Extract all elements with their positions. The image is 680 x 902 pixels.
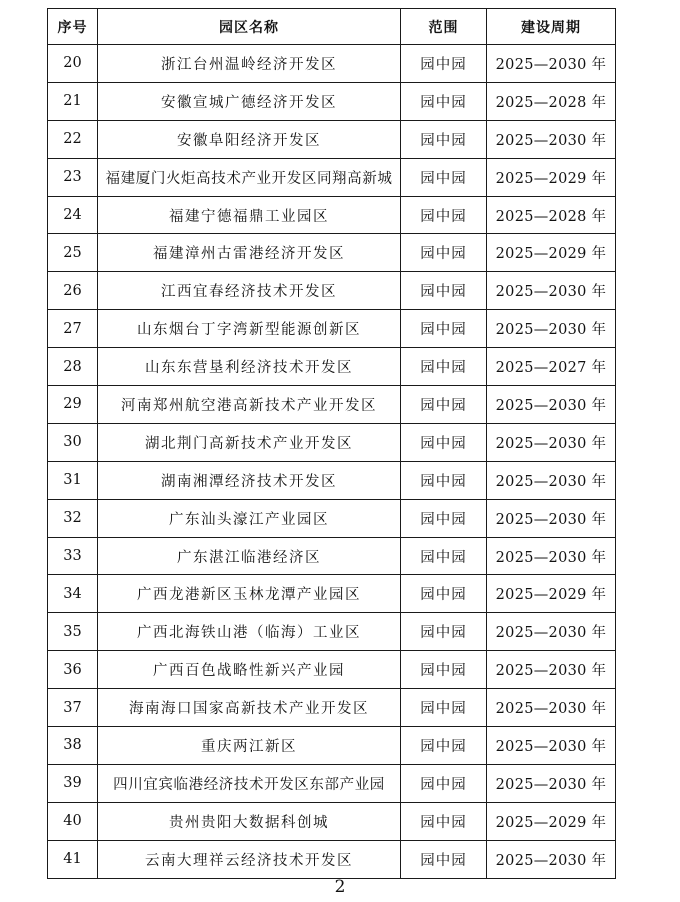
- page-number: 2: [334, 877, 346, 897]
- construction-period: 2025—2030 年: [487, 272, 616, 310]
- park-name: 福建宁德福鼎工业园区: [98, 196, 401, 234]
- table-row: [48, 196, 616, 234]
- park-name: 广东湛江临港经济区: [98, 537, 401, 575]
- row-number: 32: [48, 499, 98, 537]
- table-row: [48, 234, 616, 272]
- table-row: [48, 727, 616, 765]
- construction-period: 2025—2030 年: [487, 386, 616, 424]
- table-row: [48, 613, 616, 651]
- table-row: [48, 537, 616, 575]
- scope-value: 园中园: [401, 196, 487, 234]
- construction-period: 2025—2029 年: [487, 575, 616, 613]
- park-table: [47, 8, 616, 879]
- park-name: 安徽阜阳经济开发区: [98, 120, 401, 158]
- header-row: [48, 9, 616, 45]
- scope-value: 园中园: [401, 272, 487, 310]
- park-name: 江西宜春经济技术开发区: [98, 272, 401, 310]
- park-name: 海南海口国家高新技术产业开发区: [98, 689, 401, 727]
- park-name: 河南郑州航空港高新技术产业开发区: [98, 386, 401, 424]
- row-number: 21: [48, 82, 98, 120]
- park-name: 福建厦门火炬高技术产业开发区同翔高新城: [98, 158, 401, 196]
- row-number: 26: [48, 272, 98, 310]
- scope-value: 园中园: [401, 45, 487, 83]
- row-number: 31: [48, 461, 98, 499]
- construction-period: 2025—2030 年: [487, 727, 616, 765]
- park-name: 山东烟台丁字湾新型能源创新区: [98, 310, 401, 348]
- table-body: [48, 45, 616, 879]
- construction-period: 2025—2030 年: [487, 310, 616, 348]
- row-number: 25: [48, 234, 98, 272]
- park-name: 山东东营垦利经济技术开发区: [98, 348, 401, 386]
- scope-value: 园中园: [401, 537, 487, 575]
- table-row: [48, 764, 616, 802]
- table-row: [48, 689, 616, 727]
- scope-value: 园中园: [401, 310, 487, 348]
- construction-period: 2025—2030 年: [487, 840, 616, 878]
- scope-value: 园中园: [401, 689, 487, 727]
- scope-value: 园中园: [401, 348, 487, 386]
- table-row: [48, 575, 616, 613]
- row-number: 35: [48, 613, 98, 651]
- construction-period: 2025—2030 年: [487, 689, 616, 727]
- row-number: 40: [48, 802, 98, 840]
- row-number: 27: [48, 310, 98, 348]
- construction-period: 2025—2027 年: [487, 348, 616, 386]
- construction-period: 2025—2028 年: [487, 82, 616, 120]
- park-name: 湖南湘潭经济技术开发区: [98, 461, 401, 499]
- construction-period: 2025—2030 年: [487, 537, 616, 575]
- header-period: 建设周期: [487, 9, 616, 45]
- row-number: 33: [48, 537, 98, 575]
- row-number: 39: [48, 764, 98, 802]
- scope-value: 园中园: [401, 158, 487, 196]
- row-number: 41: [48, 840, 98, 878]
- table-row: [48, 82, 616, 120]
- row-number: 30: [48, 423, 98, 461]
- park-name: 云南大理祥云经济技术开发区: [98, 840, 401, 878]
- park-name: 广东汕头濠江产业园区: [98, 499, 401, 537]
- construction-period: 2025—2029 年: [487, 234, 616, 272]
- table-row: [48, 423, 616, 461]
- row-number: 22: [48, 120, 98, 158]
- construction-period: 2025—2030 年: [487, 613, 616, 651]
- park-name: 浙江台州温岭经济开发区: [98, 45, 401, 83]
- table-header: [48, 9, 616, 45]
- row-number: 36: [48, 651, 98, 689]
- construction-period: 2025—2030 年: [487, 45, 616, 83]
- scope-value: 园中园: [401, 82, 487, 120]
- scope-value: 园中园: [401, 120, 487, 158]
- row-number: 37: [48, 689, 98, 727]
- header-no: 序号: [48, 9, 98, 45]
- construction-period: 2025—2028 年: [487, 196, 616, 234]
- construction-period: 2025—2029 年: [487, 802, 616, 840]
- row-number: 24: [48, 196, 98, 234]
- table-row: [48, 461, 616, 499]
- row-number: 20: [48, 45, 98, 83]
- park-name: 贵州贵阳大数据科创城: [98, 802, 401, 840]
- header-name: 园区名称: [98, 9, 401, 45]
- construction-period: 2025—2030 年: [487, 651, 616, 689]
- scope-value: 园中园: [401, 764, 487, 802]
- table-row: [48, 499, 616, 537]
- scope-value: 园中园: [401, 840, 487, 878]
- table-row: [48, 386, 616, 424]
- scope-value: 园中园: [401, 499, 487, 537]
- table-row: [48, 272, 616, 310]
- table-row: [48, 120, 616, 158]
- construction-period: 2025—2030 年: [487, 764, 616, 802]
- table-row: [48, 651, 616, 689]
- table-row: [48, 45, 616, 83]
- table-row: [48, 348, 616, 386]
- row-number: 38: [48, 727, 98, 765]
- row-number: 23: [48, 158, 98, 196]
- scope-value: 园中园: [401, 575, 487, 613]
- table-row: [48, 802, 616, 840]
- scope-value: 园中园: [401, 461, 487, 499]
- table-row: [48, 840, 616, 878]
- construction-period: 2025—2030 年: [487, 461, 616, 499]
- scope-value: 园中园: [401, 386, 487, 424]
- park-name: 广西龙港新区玉林龙潭产业园区: [98, 575, 401, 613]
- park-name: 重庆两江新区: [98, 727, 401, 765]
- construction-period: 2025—2030 年: [487, 423, 616, 461]
- row-number: 34: [48, 575, 98, 613]
- scope-value: 园中园: [401, 613, 487, 651]
- park-name: 广西百色战略性新兴产业园: [98, 651, 401, 689]
- park-name: 湖北荆门高新技术产业开发区: [98, 423, 401, 461]
- park-name: 福建漳州古雷港经济开发区: [98, 234, 401, 272]
- row-number: 29: [48, 386, 98, 424]
- table-row: [48, 310, 616, 348]
- scope-value: 园中园: [401, 651, 487, 689]
- park-name: 四川宜宾临港经济技术开发区东部产业园: [98, 764, 401, 802]
- scope-value: 园中园: [401, 423, 487, 461]
- park-name: 安徽宣城广德经济开发区: [98, 82, 401, 120]
- park-name: 广西北海铁山港（临海）工业区: [98, 613, 401, 651]
- construction-period: 2025—2029 年: [487, 158, 616, 196]
- table-row: [48, 158, 616, 196]
- header-scope: 范围: [401, 9, 487, 45]
- scope-value: 园中园: [401, 802, 487, 840]
- row-number: 28: [48, 348, 98, 386]
- construction-period: 2025—2030 年: [487, 120, 616, 158]
- scope-value: 园中园: [401, 727, 487, 765]
- construction-period: 2025—2030 年: [487, 499, 616, 537]
- scope-value: 园中园: [401, 234, 487, 272]
